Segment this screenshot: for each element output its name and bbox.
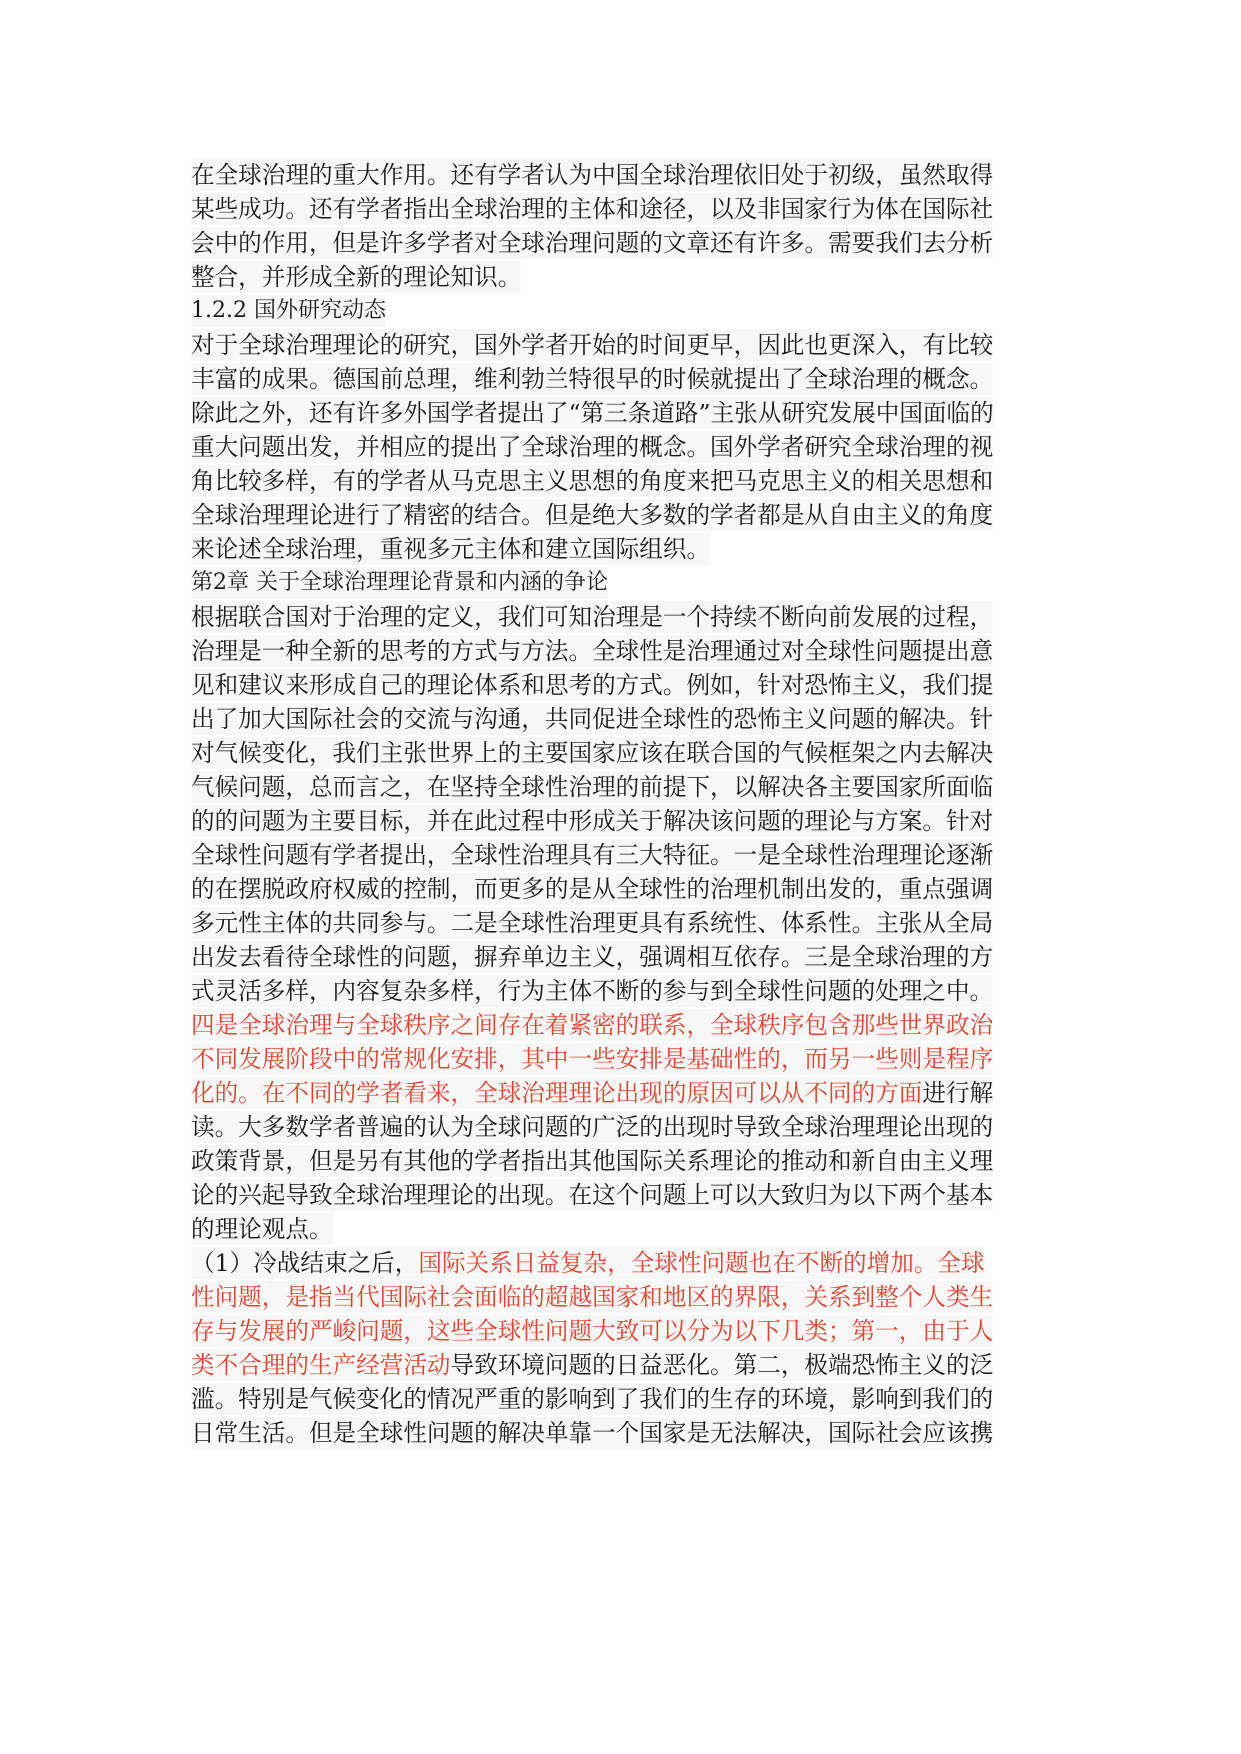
text-segment: 滥。特别是气候变化的情况严重的影响到了我们的生存的环境，影响到我们的 [191,1385,994,1413]
line-highlight [191,1349,993,1381]
text-segment: 对于全球治理理论的研究，国外学者开始的时间更早，因此也更深入，有比较 [191,331,994,359]
text-line [191,464,1051,498]
highlighted-text-segment: 性问题，是指当代国际社会面临的超越国家和地区的界限，关系到整个人类生 [191,1283,994,1311]
text-segment: 会中的作用，但是许多学者对全球治理问题的文章还有许多。需要我们去分析 [191,229,994,257]
text-segment: 导致环境问题的日益恶化。第二，极端恐怖主义的泛 [450,1351,994,1379]
text-segment: 1.2.2 国外研究动态 [191,298,386,323]
text-segment: 治理是一种全新的思考的方式与方法。全球性是治理通过对全球性问题提出意 [191,637,994,665]
text-line [191,974,1051,1008]
text-line [191,1382,1051,1416]
line-highlight [191,703,993,735]
text-segment: 根据联合国对于治理的定义，我们可知治理是一个持续不断向前发展的过程， [191,603,994,631]
text-segment: 的的问题为主要目标，并在此过程中形成关于解决该问题的理论与方案。针对 [191,807,994,835]
text-segment: 重大问题出发，并相应的提出了全球治理的概念。国外学者研究全球治理的视 [191,433,994,461]
text-line [191,260,1051,294]
line-highlight [191,941,993,973]
text-segment: 读。大多数学者普遍的认为全球问题的广泛的出现时导致全球治理理论出现的 [191,1113,994,1141]
line-highlight [191,329,993,361]
text-segment: 气候问题，总而言之，在坚持全球性治理的前提下，以解决各主要国家所面临 [191,773,994,801]
text-segment: 进行解 [922,1079,994,1107]
text-segment: 式灵活多样，内容复杂多样，行为主体不断的参与到全球性问题的处理之中。 [191,977,994,1005]
line-highlight [191,1179,993,1211]
text-line [191,1076,1051,1110]
text-segment: 对气候变化，我们主张世界上的主要国家应该在联合国的气候框架之内去解决 [191,739,994,767]
line-highlight [191,975,993,1007]
text-line [191,1110,1051,1144]
text-line [191,498,1051,532]
text-segment: 第2章 关于全球治理理论背景和内涵的争论 [191,570,608,595]
line-highlight [191,533,710,565]
line-highlight [191,1315,993,1347]
text-segment: 全球性问题有学者提出，全球性治理具有三大特征。一是全球性治理理论逐渐 [191,841,994,869]
text-line [191,430,1051,464]
highlighted-text-segment: 不同发展阶段中的常规化安排，其中一些安排是基础性的，而另一些则是程序 [191,1045,994,1073]
text-line [191,702,1051,736]
text-segment: 日常生活。但是全球性问题的解决单靠一个国家是无法解决，国际社会应该携 [191,1419,994,1447]
text-line [191,634,1051,668]
text-line [191,872,1051,906]
text-line [191,1314,1051,1348]
text-line [191,1008,1051,1042]
line-highlight [191,1383,993,1415]
text-segment: 整合，并形成全新的理论知识。 [191,263,522,291]
line-highlight [191,363,993,395]
line-highlight [191,635,993,667]
text-line [191,668,1051,702]
text-segment: 丰富的成果。德国前总理，维利勃兰特很早的时候就提出了全球治理的概念。 [191,365,994,393]
section-heading [191,294,1051,328]
line-highlight [191,873,993,905]
text-segment: 在全球治理的重大作用。还有学者认为中国全球治理依旧处于初级，虽然取得 [191,161,994,189]
text-line [191,600,1051,634]
text-line [191,1042,1051,1076]
text-segment: 政策背景，但是另有其他的学者指出其他国际关系理论的推动和新自由主义理 [191,1147,994,1175]
text-segment: 见和建议来形成自己的理论体系和思考的方式。例如，针对恐怖主义，我们提 [191,671,994,699]
line-highlight [191,159,993,191]
line-highlight [191,669,993,701]
line-highlight [191,465,993,497]
line-highlight [191,737,993,769]
highlighted-text-segment: 国际关系日益复杂，全球性问题也在不断的增加。全球 [418,1249,985,1277]
text-segment: 某些成功。还有学者指出全球治理的主体和途径，以及非国家行为体在国际社 [191,195,994,223]
line-highlight [191,907,993,939]
document-page [191,158,1051,1450]
highlighted-text-segment: 存与发展的严峻问题，这些全球性问题大致可以分为以下几类；第一，由于人 [191,1317,994,1345]
line-highlight [191,193,993,225]
line-highlight [191,397,994,429]
line-highlight [191,839,993,871]
line-highlight [191,1145,993,1177]
text-line [191,804,1051,838]
line-highlight [191,1111,993,1143]
text-line [191,396,1051,430]
line-highlight [191,771,993,803]
highlighted-text-segment: 化的。在不同的学者看来，全球治理理论出现的原因可以从不同的方面 [191,1079,923,1107]
text-line [191,736,1051,770]
text-segment: 出了加大国际社会的交流与沟通，共同促进全球性的恐怖主义问题的解决。针 [191,705,994,733]
text-line [191,770,1051,804]
text-line [191,1348,1051,1382]
text-line [191,1178,1051,1212]
text-line [191,1144,1051,1178]
highlighted-text-segment: 四是全球治理与全球秩序之间存在着紧密的联系，全球秩序包含那些世界政治 [191,1011,994,1039]
line-highlight [191,1009,993,1041]
text-segment: 角比较多样，有的学者从马克思主义思想的角度来把马克思主义的相关思想和 [191,467,994,495]
text-segment: （1）冷战结束之后， [191,1249,419,1277]
text-line [191,1246,1051,1280]
text-line [191,838,1051,872]
line-highlight [191,1281,993,1313]
text-segment: 来论述全球治理，重视多元主体和建立国际组织。 [191,535,711,563]
text-line [191,1212,1051,1246]
text-segment: 的理论观点。 [191,1215,333,1243]
line-highlight [191,1043,993,1075]
line-highlight [191,1417,993,1449]
line-highlight [191,431,993,463]
highlighted-text-segment: 类不合理的生产经营活动 [191,1351,451,1379]
text-segment: 论的兴起导致全球治理理论的出现。在这个问题上可以大致归为以下两个基本 [191,1181,994,1209]
text-line [191,158,1051,192]
line-highlight [191,499,993,531]
text-line [191,192,1051,226]
text-segment: 出发去看待全球性的问题，摒弃单边主义，强调相互依存。三是全球治理的方 [191,943,994,971]
text-line [191,532,1051,566]
text-segment: 的在摆脱政府权威的控制，而更多的是从全球性的治理机制出发的，重点强调 [191,875,994,903]
line-highlight [191,295,386,327]
text-line [191,226,1051,260]
text-segment: 多元性主体的共同参与。二是全球性治理更具有系统性、体系性。主张从全局 [191,909,994,937]
text-line [191,1280,1051,1314]
line-highlight [191,227,993,259]
line-highlight [191,1077,993,1109]
line-highlight [191,601,993,633]
section-heading [191,566,1051,600]
text-line [191,906,1051,940]
line-highlight [191,805,993,837]
text-line [191,362,1051,396]
text-segment: 除此之外，还有许多外国学者提出了“第三条道路”主张从研究发展中国面临的 [191,399,994,427]
line-highlight [191,261,521,293]
line-highlight [191,567,608,599]
text-line [191,940,1051,974]
text-line [191,328,1051,362]
text-segment: 全球治理理论进行了精密的结合。但是绝大多数的学者都是从自由主义的角度 [191,501,994,529]
text-line [191,1416,1051,1450]
line-highlight [191,1247,985,1279]
line-highlight [191,1213,333,1245]
